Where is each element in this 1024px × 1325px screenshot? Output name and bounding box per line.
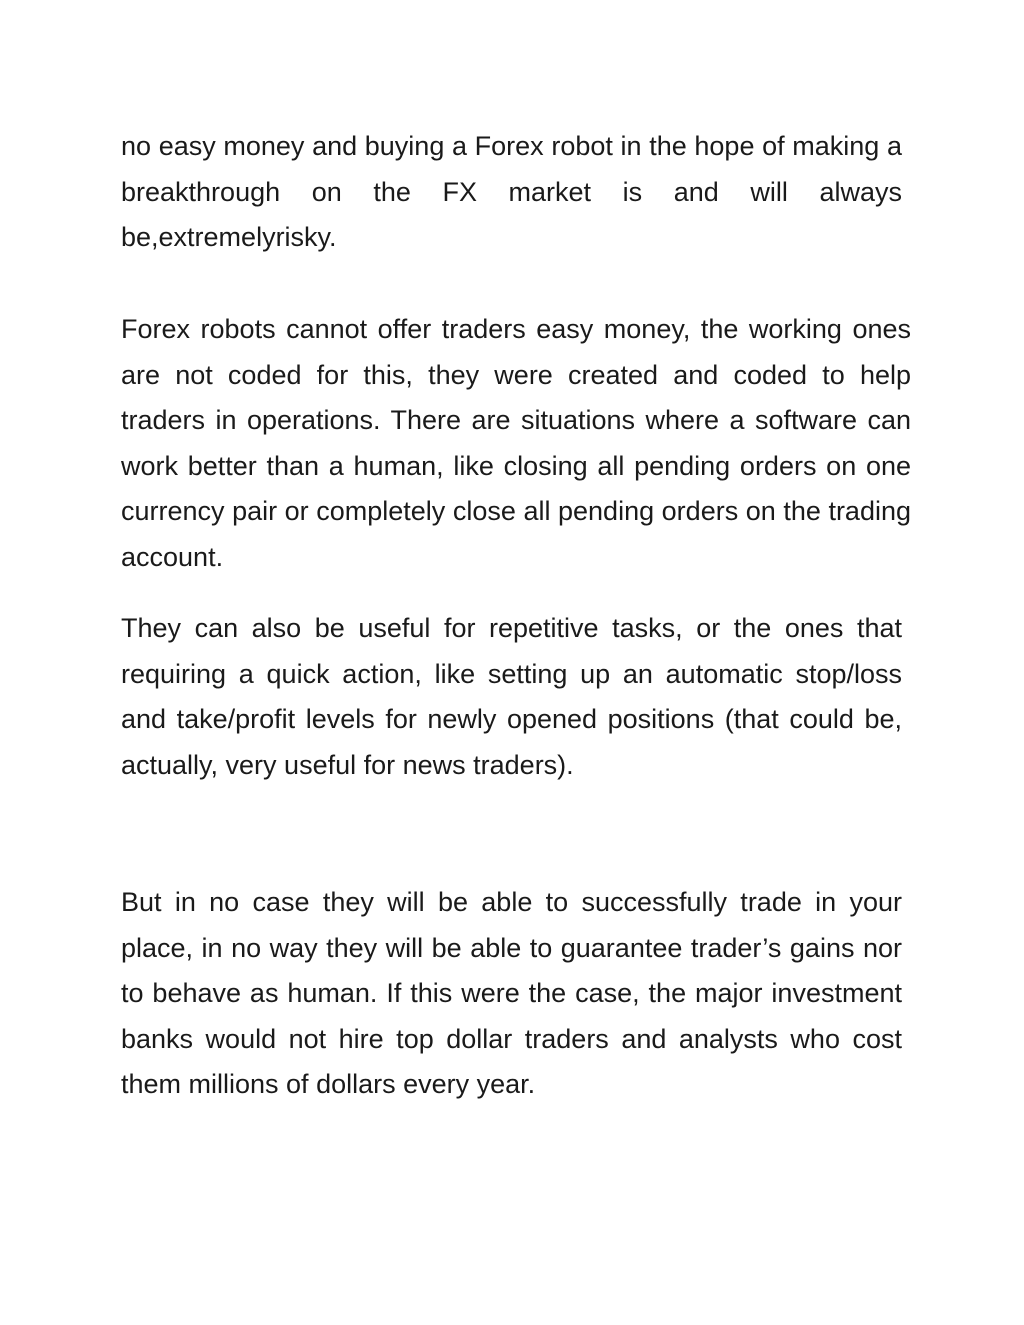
paragraph-no-case: But in no case they will be able to successfully trade in your place, in no way they will be able to guarantee trader’s gains nor to behave as human. If this were the case, the major investment banks would not hire top dollar traders and analysts who cost them millions of dollars every year.	[121, 887, 902, 1100]
paragraph-repetitive-tasks: They can also be useful for repetitive tasks, or the ones that requiring a quick action, like setting up an automatic stop/loss and take/profit levels for newly opened positions (that could be, actually, very useful for news traders).	[121, 613, 902, 780]
paragraph-easy-money: no easy money and buying a Forex robot in the hope of making a breakthrough on the FX market is and will always be,extremelyrisky.	[121, 131, 902, 253]
paragraph-forex-robots: Forex robots cannot offer traders easy money, the working ones are not coded for this, they were created and coded to help traders in operations. There are situations where a software can work better than a human, like closing all pending orders on one currency pair or completely close all pending orders on the trading account.	[121, 314, 911, 572]
